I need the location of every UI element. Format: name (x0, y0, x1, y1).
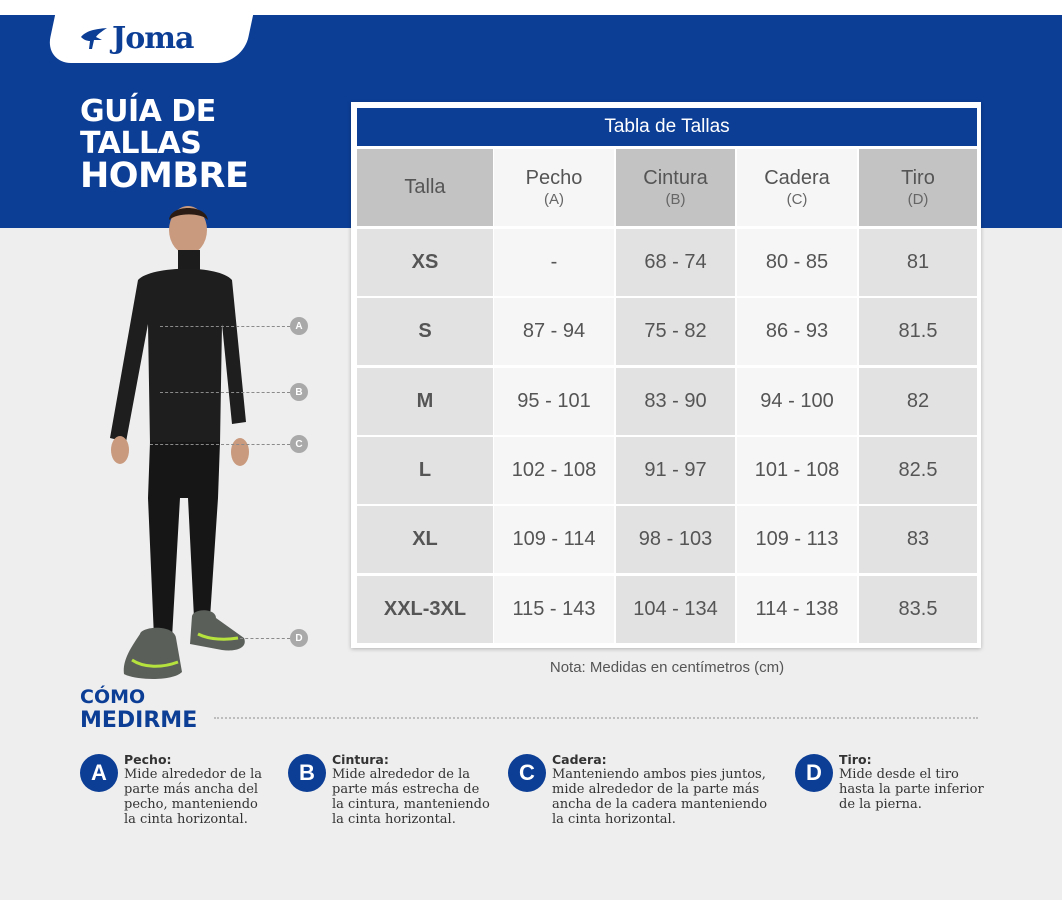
joma-logo[interactable] (80, 20, 193, 56)
title-line-1: GUÍA DE (80, 94, 216, 129)
marker-a: A (290, 317, 308, 335)
column-header-label: Tiro (901, 167, 935, 189)
measurement-cell-waist: 98 - 103 (616, 506, 735, 573)
size-label-cell: M (357, 368, 493, 435)
marker-b: B (290, 383, 308, 401)
measurement-cell-inseam: 83 (859, 506, 977, 573)
measurement-cell-hip: 94 - 100 (737, 368, 857, 435)
step-text (552, 752, 767, 827)
step-description: Mide alrededor de la parte más ancha del pecho, manteniendo la cinta horizontal. (124, 767, 262, 827)
column-header-label: Cadera (764, 167, 830, 189)
measurement-cell-chest: - (494, 229, 614, 296)
how-to-divider (214, 717, 978, 719)
step-title: Cintura: (332, 752, 389, 767)
column-header-hip (737, 149, 857, 226)
step-badge-d: D (795, 754, 833, 792)
title-line-3: HOMBRE (80, 156, 249, 196)
step-description: Manteniendo ambos pies juntos, mide alrededor de la parte más ancha de la cadera manteniendo la cinta horizontal. (552, 767, 768, 827)
step-chest (80, 752, 280, 827)
how-to-title-line-2: MEDIRME (80, 708, 198, 733)
column-header-letter: (C) (786, 191, 808, 208)
step-badge-b: B (288, 754, 326, 792)
column-header-size (357, 149, 493, 226)
how-to-title-line-1: CÓMO (80, 686, 146, 708)
size-label-cell: XL (357, 506, 493, 573)
step-title: Tiro: (839, 752, 872, 767)
guide-line-d (240, 638, 290, 639)
guide-line-b (160, 392, 290, 393)
page-title (80, 94, 249, 196)
how-to-title (80, 686, 197, 732)
measurement-cell-waist: 68 - 74 (616, 229, 735, 296)
guide-line-a (160, 326, 290, 327)
measurement-cell-hip: 101 - 108 (737, 437, 857, 504)
measurement-cell-waist: 104 - 134 (616, 576, 735, 643)
step-waist (288, 752, 498, 827)
step-description: Mide alrededor de la parte más estrecha de la cintura, manteniendo la cinta horizontal. (332, 767, 490, 827)
step-title: Cadera: (552, 752, 607, 767)
step-text (332, 752, 490, 827)
top-strip (0, 0, 1062, 15)
logo-wordmark: Joma (112, 20, 194, 56)
measurement-cell-waist: 83 - 90 (616, 368, 735, 435)
table-title: Tabla de Tallas (357, 108, 977, 146)
step-text (124, 752, 262, 827)
column-header-chest (494, 149, 614, 226)
size-label-cell: S (357, 298, 493, 365)
model-figure (98, 198, 258, 688)
column-header-inseam (859, 149, 977, 226)
step-badge-a: A (80, 754, 118, 792)
measurement-cell-chest: 115 - 143 (494, 576, 614, 643)
measurement-cell-inseam: 81 (859, 229, 977, 296)
measurement-cell-hip: 80 - 85 (737, 229, 857, 296)
measurement-cell-hip: 114 - 138 (737, 576, 857, 643)
panther-icon (80, 25, 108, 51)
step-hip (508, 752, 788, 827)
size-label-cell: XS (357, 229, 493, 296)
measurement-cell-hip: 86 - 93 (737, 298, 857, 365)
step-badge-c: C (508, 754, 546, 792)
measurement-cell-chest: 87 - 94 (494, 298, 614, 365)
measurement-cell-chest: 95 - 101 (494, 368, 614, 435)
measurement-cell-inseam: 82.5 (859, 437, 977, 504)
size-label-cell: L (357, 437, 493, 504)
table-note: Nota: Medidas en centímetros (cm) (549, 659, 785, 676)
title-line-2: TALLAS (80, 126, 202, 161)
step-inseam (795, 752, 995, 812)
measurement-cell-inseam: 82 (859, 368, 977, 435)
column-header-label: Talla (404, 176, 446, 198)
column-header-label: Cintura (643, 167, 708, 189)
column-header-letter: (A) (544, 191, 564, 208)
measurement-cell-inseam: 83.5 (859, 576, 977, 643)
column-header-letter: (B) (665, 191, 686, 208)
column-header-letter: (D) (907, 191, 929, 208)
size-label-cell: XXL-3XL (357, 576, 493, 643)
guide-line-c (150, 444, 290, 445)
step-text (839, 752, 984, 812)
step-title: Pecho: (124, 752, 172, 767)
column-header-label: Pecho (525, 167, 583, 189)
step-description: Mide desde el tiro hasta la parte inferior de la pierna. (839, 767, 984, 812)
measurement-cell-inseam: 81.5 (859, 298, 977, 365)
measurement-cell-waist: 75 - 82 (616, 298, 735, 365)
measurement-cell-hip: 109 - 113 (737, 506, 857, 573)
measurement-cell-waist: 91 - 97 (616, 437, 735, 504)
measurement-cell-chest: 102 - 108 (494, 437, 614, 504)
measurement-cell-chest: 109 - 114 (494, 506, 614, 573)
marker-c: C (290, 435, 308, 453)
column-header-waist (616, 149, 735, 226)
marker-d: D (290, 629, 308, 647)
